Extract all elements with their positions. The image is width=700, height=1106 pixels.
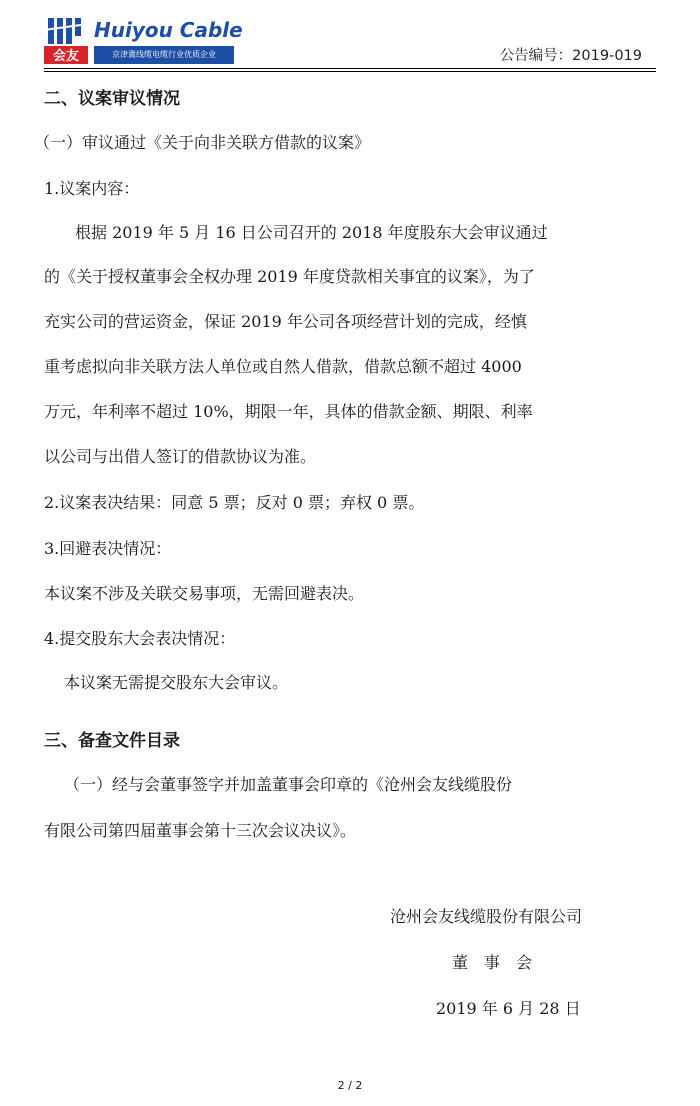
paragraph-line: 万元，年利率不超过 10%，期限一年，具体的借款金额、期限、利率 — [44, 402, 533, 421]
signature-company: 沧州会友线缆股份有限公司 — [390, 907, 583, 926]
section-heading: 二、议案审议情况 — [44, 89, 180, 109]
logo-tagline: 京津冀线缆电缆行业优质企业 — [94, 46, 234, 64]
company-logo — [44, 16, 243, 66]
header-rule-thin — [44, 71, 656, 72]
paragraph-line: 的《关于授权董事会全权办理 2019 年度贷款相关事宜的议案》，为了 — [44, 267, 535, 286]
logo-mark-icon — [44, 16, 88, 66]
signature-date: 2019 年 6 月 28 日 — [436, 999, 581, 1018]
vote-result: 2.议案表决结果：同意 5 票；反对 0 票；弃权 0 票。 — [44, 493, 425, 512]
paragraph-line: 本议案无需提交股东大会审议。 — [64, 673, 289, 692]
paragraph-line: 根据 2019 年 5 月 16 日公司召开的 2018 年度股东大会审议通过 — [75, 223, 548, 242]
header-rule — [44, 68, 656, 69]
paragraph-line: 以公司与出借人签订的借款协议为准。 — [44, 447, 317, 466]
page-number: 2 / 2 — [337, 1079, 363, 1092]
logo-wordmark: Huiyou Cable — [94, 18, 243, 42]
item-title: 4.提交股东大会表决情况： — [44, 629, 236, 648]
paragraph-line: 有限公司第四届董事会第十三次会议决议》。 — [44, 821, 357, 840]
paragraph-line: 重考虑拟向非关联方法人单位或自然人借款，借款总额不超过 4000 — [44, 357, 522, 376]
item-title: 1.议案内容： — [44, 179, 140, 198]
paragraph-line: （一）经与会董事签字并加盖董事会印章的《沧州会友线缆股份 — [64, 775, 513, 794]
paragraph-line: 本议案不涉及关联交易事项，无需回避表决。 — [44, 584, 365, 603]
subsection-heading: （一）审议通过《关于向非关联方借款的议案》 — [34, 133, 371, 152]
announcement-number: 公告编号：2019-019 — [499, 48, 642, 64]
section-heading: 三、备查文件目录 — [44, 731, 180, 751]
signature-board: 董 事 会 — [452, 953, 533, 972]
paragraph-line: 充实公司的营运资金，保证 2019 年公司各项经营计划的完成，经慎 — [44, 312, 527, 331]
logo-mark-text: 会友 — [52, 49, 80, 64]
item-title: 3.回避表决情况： — [44, 539, 172, 558]
